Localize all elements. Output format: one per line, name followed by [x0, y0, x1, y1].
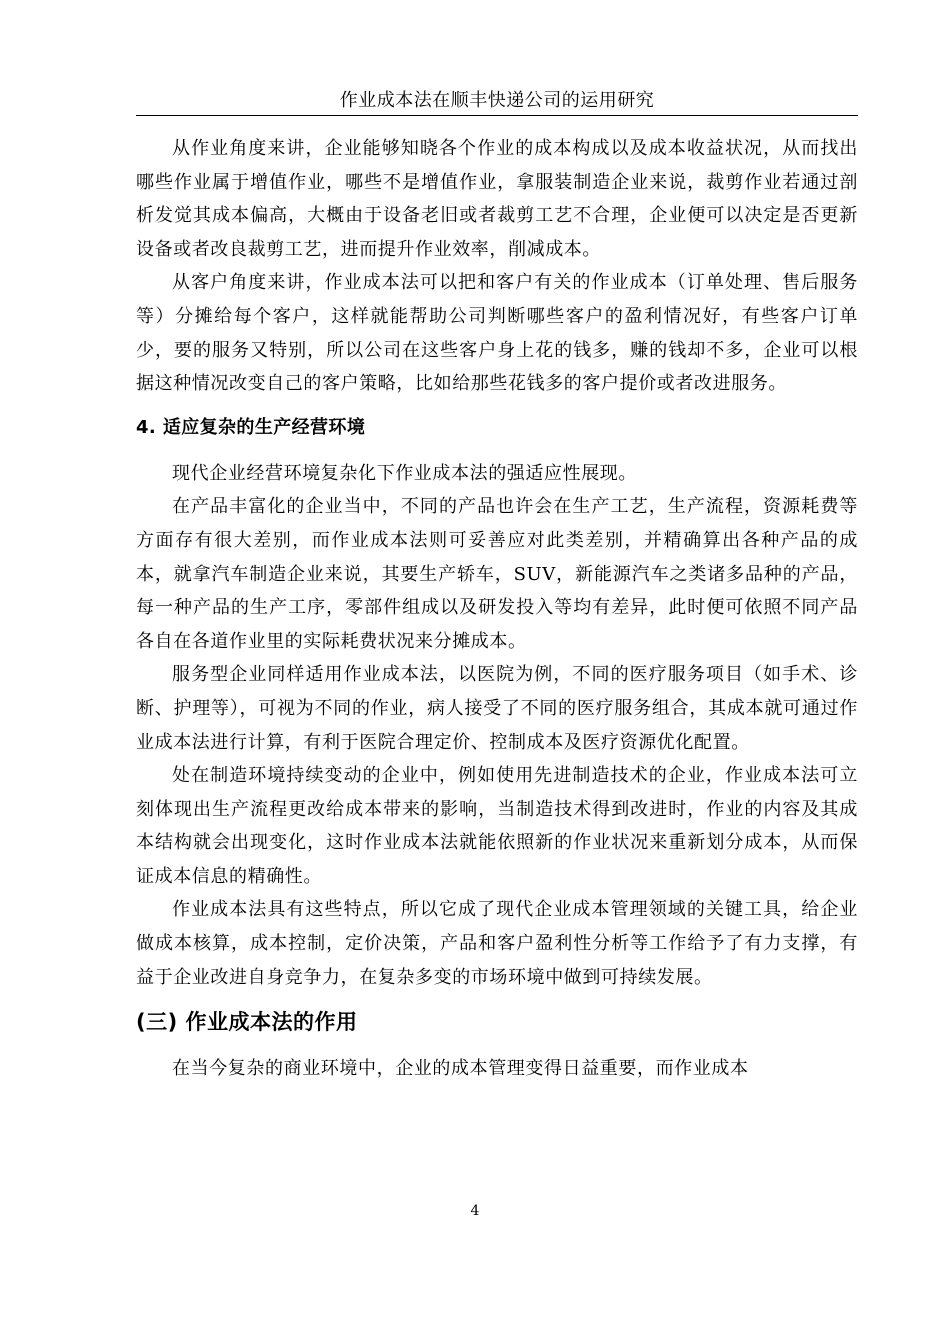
paragraph: 作业成本法具有这些特点，所以它成了现代企业成本管理领域的关键工具，给企业做成本核算，成本控制，定价决策，产品和客户盈利性分析等工作给予了有力支撑，有益于企业改进自身竞争力，在复杂多变的市场环境中做到可持续发展。: [136, 899, 858, 988]
chapter-heading: (三) 作业成本法的作用: [136, 1010, 358, 1035]
header-rule: [136, 115, 858, 116]
paragraph: 从客户角度来讲，作业成本法可以把和客户有关的作业成本（订单处理、售后服务等）分摊给每个客户，这样就能帮助公司判断哪些客户的盈利情况好，有些客户订单少，要的服务又特别，所以公司在这些客户身上花的钱多，赚的钱却不多，企业可以根据这种情况改变自己的客户策略，比如给那些花钱多的客户提价或者改进服务。: [136, 272, 858, 395]
running-header-title: 作业成本法在顺丰快递公司的运用研究: [339, 90, 655, 111]
paragraph: 从作业角度来讲，企业能够知晓各个作业的成本构成以及成本收益状况，从而找出哪些作业属于增值作业，哪些不是增值作业，拿服装制造企业来说，裁剪作业若通过剖析发觉其成本偏高，大概由于设备老旧或者裁剪工艺不合理，企业便可以决定是否更新设备或者改良裁剪工艺，进而提升作业效率，削减成本。: [136, 138, 858, 260]
paragraph: 处在制造环境持续变动的企业中，例如使用先进制造技术的企业，作业成本法可立刻体现出生产流程更改给成本带来的影响，当制造技术得到改进时，作业的内容及其成本结构就会出现变化，这时作业成本法就能依照新的作业状况来重新划分成本，从而保证成本信息的精确性。: [136, 765, 858, 887]
page-number: 4: [470, 1203, 480, 1219]
paragraph: 在当今复杂的商业环境中，企业的成本管理变得日益重要，而作业成本: [172, 1058, 749, 1080]
paragraph: 现代企业经营环境复杂化下作业成本法的强适应性展现。: [172, 462, 637, 484]
body-text: [136, 132, 858, 1086]
paragraph: 服务型企业同样适用作业成本法，以医院为例，不同的医疗服务项目（如手术、诊断、护理等），可视为不同的作业，病人接受了不同的医疗服务组合，其成本就可通过作业成本法进行计算，有利于医院合理定价、控制成本及医疗资源优化配置。: [136, 664, 858, 753]
section-heading: 4. 适应复杂的生产经营环境: [136, 416, 366, 438]
paragraph: 在产品丰富化的企业当中，不同的产品也许会在生产工艺，生产流程，资源耗费等方面存有很大差别，而作业成本法则可妥善应对此类差别，并精确算出各种产品的成本，就拿汽车制造企业来说，其要生产轿车，SUV，新能源汽车之类诸多品种的产品，每一种产品的生产工序，零部件组成以及研发投入等均有差异，此时便可依照不同产品各自在各道作业里的实际耗费状况来分摊成本。: [136, 496, 858, 652]
